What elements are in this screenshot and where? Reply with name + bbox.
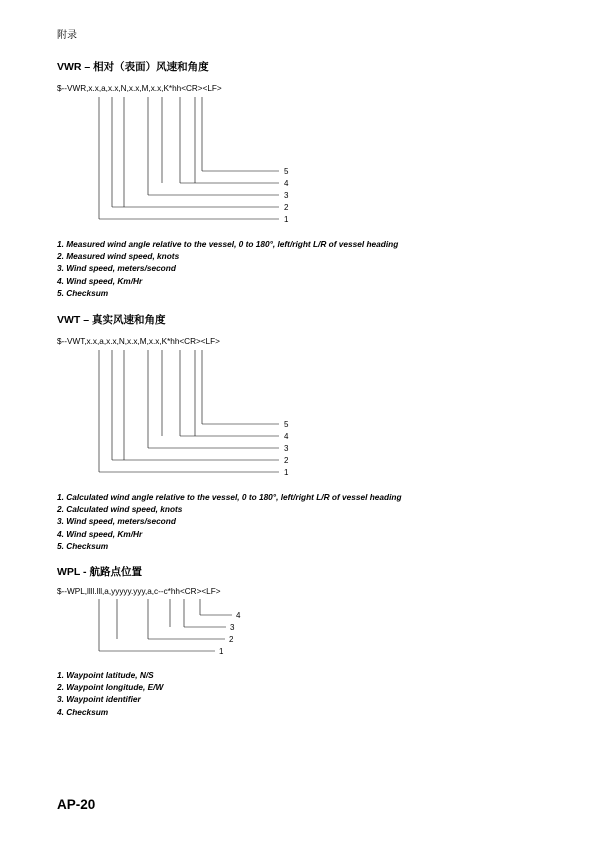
note-item: 1. Measured wind angle relative to the vessel, 0 to 180°, left/right L/R of vessel heading (57, 239, 399, 249)
sentence-format-wpl: $--WPL,llll.lll,a,yyyyy.yyy,a,c--c*hh<CR><LF> (57, 587, 221, 596)
page-number: AP-20 (57, 797, 96, 812)
field-number-3: 3 (284, 444, 289, 453)
page-header: 附录 (57, 30, 77, 41)
field-number-4: 4 (284, 179, 289, 188)
notes-list-vwr (57, 238, 398, 299)
field-number-2: 2 (284, 203, 289, 212)
field-number-5: 5 (284, 420, 289, 429)
note-item: 2. Waypoint longitude, E/W (57, 682, 164, 693)
field-number-1: 1 (284, 468, 289, 477)
note-item: 3. Waypoint identifier (57, 694, 141, 705)
sentence-format-vwr: $--VWR,x.x,a,x.x,N,x.x,M,x.x,K*hh<CR><LF> (57, 84, 222, 93)
note-item: 2. Calculated wind speed, knots (57, 504, 183, 515)
note-item: 4. Wind speed, Km/Hr (57, 275, 143, 286)
note-item: 3. Wind speed, meters/second (57, 516, 176, 527)
notes-list-vwt (57, 491, 402, 552)
field-number-1: 1 (284, 215, 289, 224)
field-number-1: 1 (219, 647, 224, 656)
sentence-format-vwt: $--VWT,x.x,a,x.x,N,x.x,M,x.x,K*hh<CR><LF> (57, 337, 220, 346)
note-item: 5. Checksum (57, 287, 109, 298)
note-item: 4. Checksum (57, 706, 109, 717)
section-title-vwt: VWT – 真实风速和角度 (57, 314, 166, 326)
field-number-3: 3 (284, 191, 289, 200)
note-item: 4. Wind speed, Km/Hr (57, 528, 143, 539)
field-number-5: 5 (284, 167, 289, 176)
note-item: 1. Calculated wind angle relative to the vessel, 0 to 180°, left/right L/R of vessel heading (57, 492, 402, 502)
note-item: 5. Checksum (57, 540, 109, 551)
field-number-4: 4 (236, 611, 241, 620)
notes-list-wpl (57, 669, 163, 718)
field-number-4: 4 (284, 432, 289, 441)
section-title-wpl: WPL - 航路点位置 (57, 566, 142, 578)
field-number-2: 2 (229, 635, 234, 644)
field-number-2: 2 (284, 456, 289, 465)
note-item: 2. Measured wind speed, knots (57, 251, 180, 262)
note-item: 3. Wind speed, meters/second (57, 263, 176, 274)
field-number-3: 3 (230, 623, 235, 632)
note-item: 1. Waypoint latitude, N/S (57, 670, 154, 680)
section-title-vwr: VWR – 相对（表面）风速和角度 (57, 61, 209, 73)
